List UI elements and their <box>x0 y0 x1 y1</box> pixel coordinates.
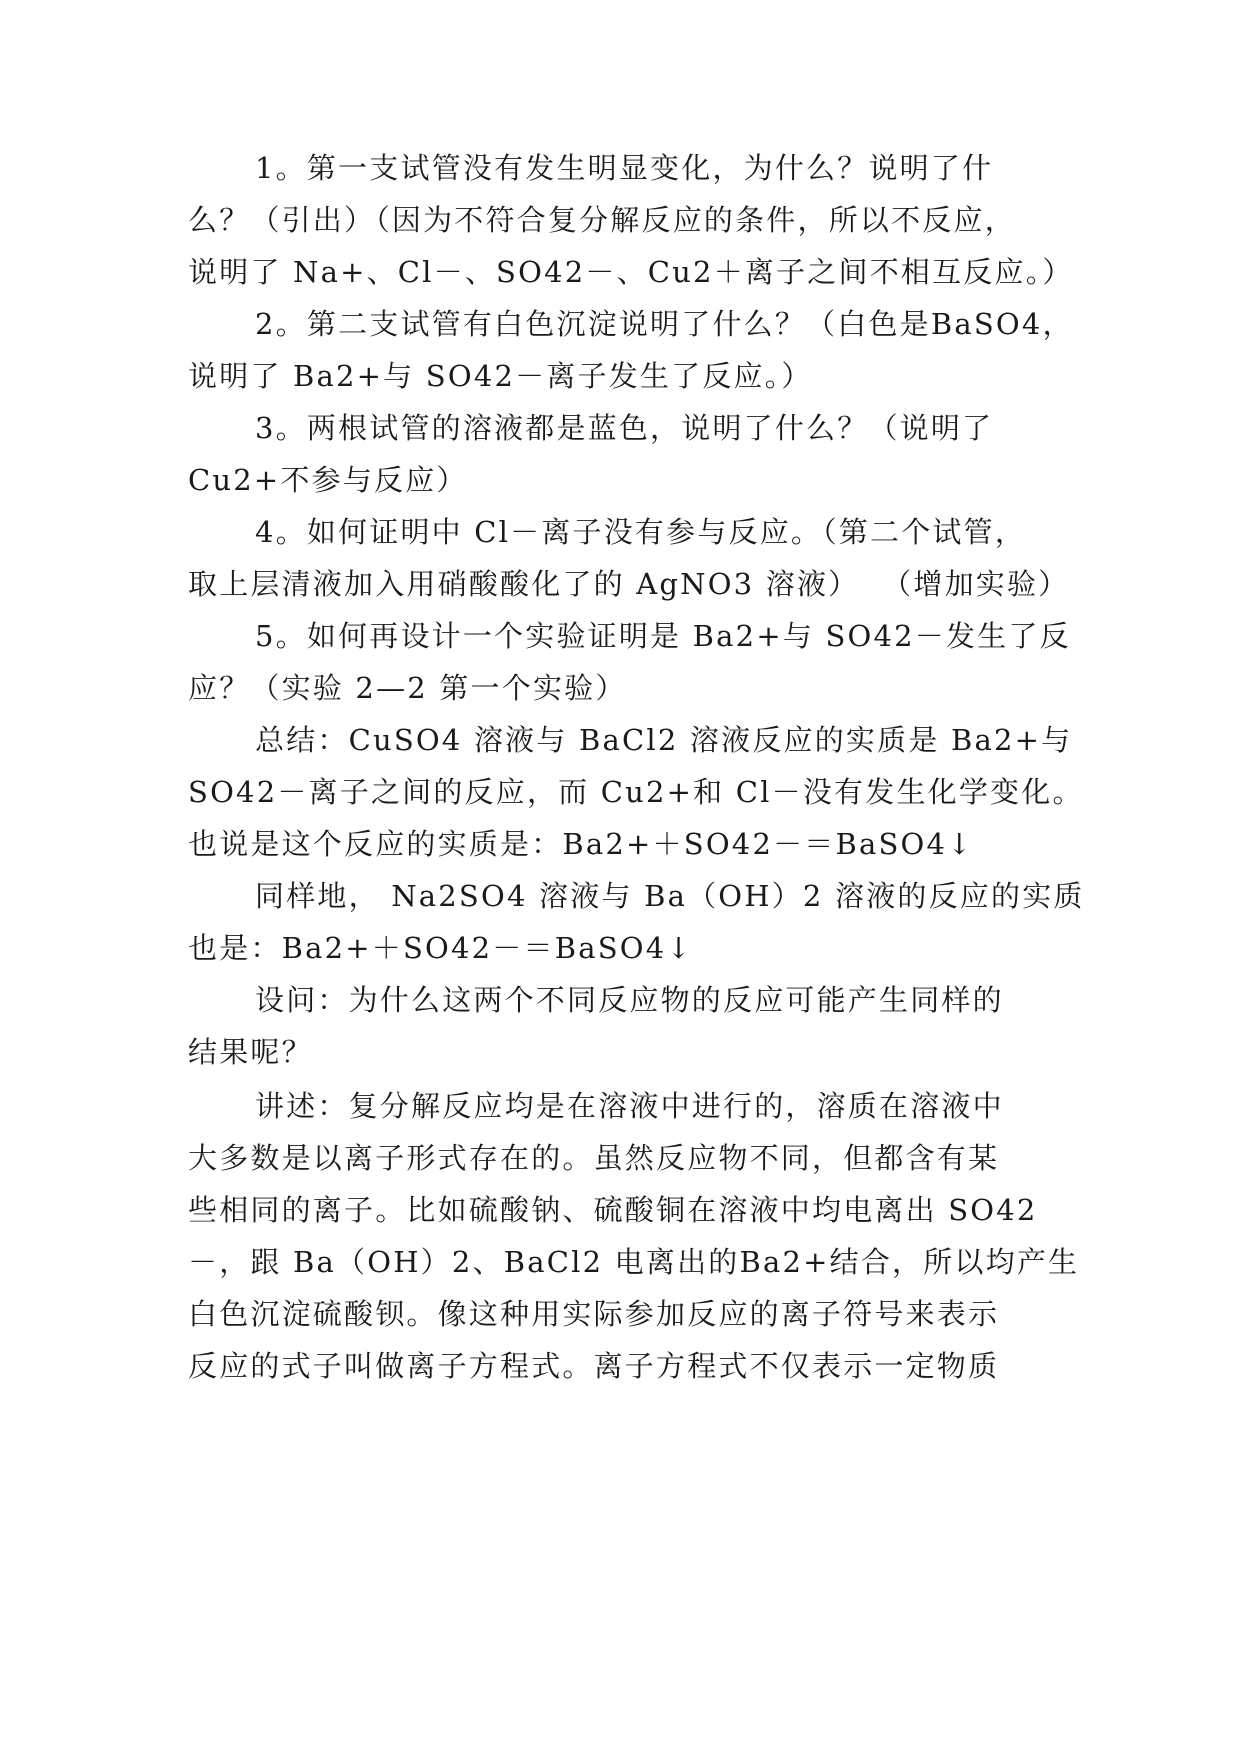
text-line: 么？（引出）（因为不符合复分解反应的条件，所以不反应， <box>188 203 1016 237</box>
text-line: 4。如何证明中 Cl－离子没有参与反应。（第二个试管， <box>255 515 1027 549</box>
text-line: 1。第一支试管没有发生明显变化，为什么？说明了什 <box>255 151 994 185</box>
text-line: 结果呢？ <box>188 1035 313 1069</box>
text-line: 同样地， Na2SO4 溶液与 Ba（OH）2 溶液的反应的实质 <box>255 879 1085 913</box>
text-line: 大多数是以离子形式存在的。虽然反应物不同，但都含有某 <box>188 1141 1000 1175</box>
text-line: 讲述：复分解反应均是在溶液中进行的，溶质在溶液中 <box>255 1089 1004 1123</box>
text-line: 总结：CuSO4 溶液与 BaCl2 溶液反应的实质是 Ba2+与 <box>255 723 1073 757</box>
text-line: 取上层清液加入用硝酸酸化了的 AgNO3 溶液） （增加实验） <box>188 567 1070 601</box>
text-line: 也说是这个反应的实质是：Ba2+＋SO42－＝BaSO4↓ <box>188 827 974 861</box>
text-line: SO42－离子之间的反应，而 Cu2+和 Cl－没有发生化学变化。 <box>188 775 1084 809</box>
text-line: 3。两根试管的溶液都是蓝色，说明了什么？（说明了 <box>255 411 994 445</box>
text-line: 说明了 Ba2+与 SO42－离子发生了反应。） <box>188 359 813 393</box>
text-line: 2。第二支试管有白色沉淀说明了什么？（白色是BaSO4， <box>255 307 1074 341</box>
text-line: 应？（实验 2—2 第一个实验） <box>188 671 627 705</box>
text-line: 5。如何再设计一个实验证明是 Ba2+与 SO42－发生了反 <box>255 619 1071 653</box>
text-line: 设问：为什么这两个不同反应物的反应可能产生同样的 <box>255 983 1004 1017</box>
text-line: 白色沉淀硫酸钡。像这种用实际参加反应的离子符号来表示 <box>188 1297 1000 1331</box>
text-line: 反应的式子叫做离子方程式。离子方程式不仅表示一定物质 <box>188 1349 1000 1383</box>
text-line: 些相同的离子。比如硫酸钠、硫酸铜在溶液中均电离出 SO42 <box>188 1193 1038 1227</box>
text-line: －，跟 Ba（OH）2、BaCl2 电离出的Ba2+结合，所以均产生 <box>188 1245 1080 1279</box>
text-line: 说明了 Na+、Cl－、SO42－、Cu2＋离子之间不相互反应。） <box>188 255 1074 289</box>
text-line: 也是：Ba2+＋SO42－＝BaSO4↓ <box>188 931 693 965</box>
text-line: Cu2+不参与反应） <box>188 463 468 497</box>
